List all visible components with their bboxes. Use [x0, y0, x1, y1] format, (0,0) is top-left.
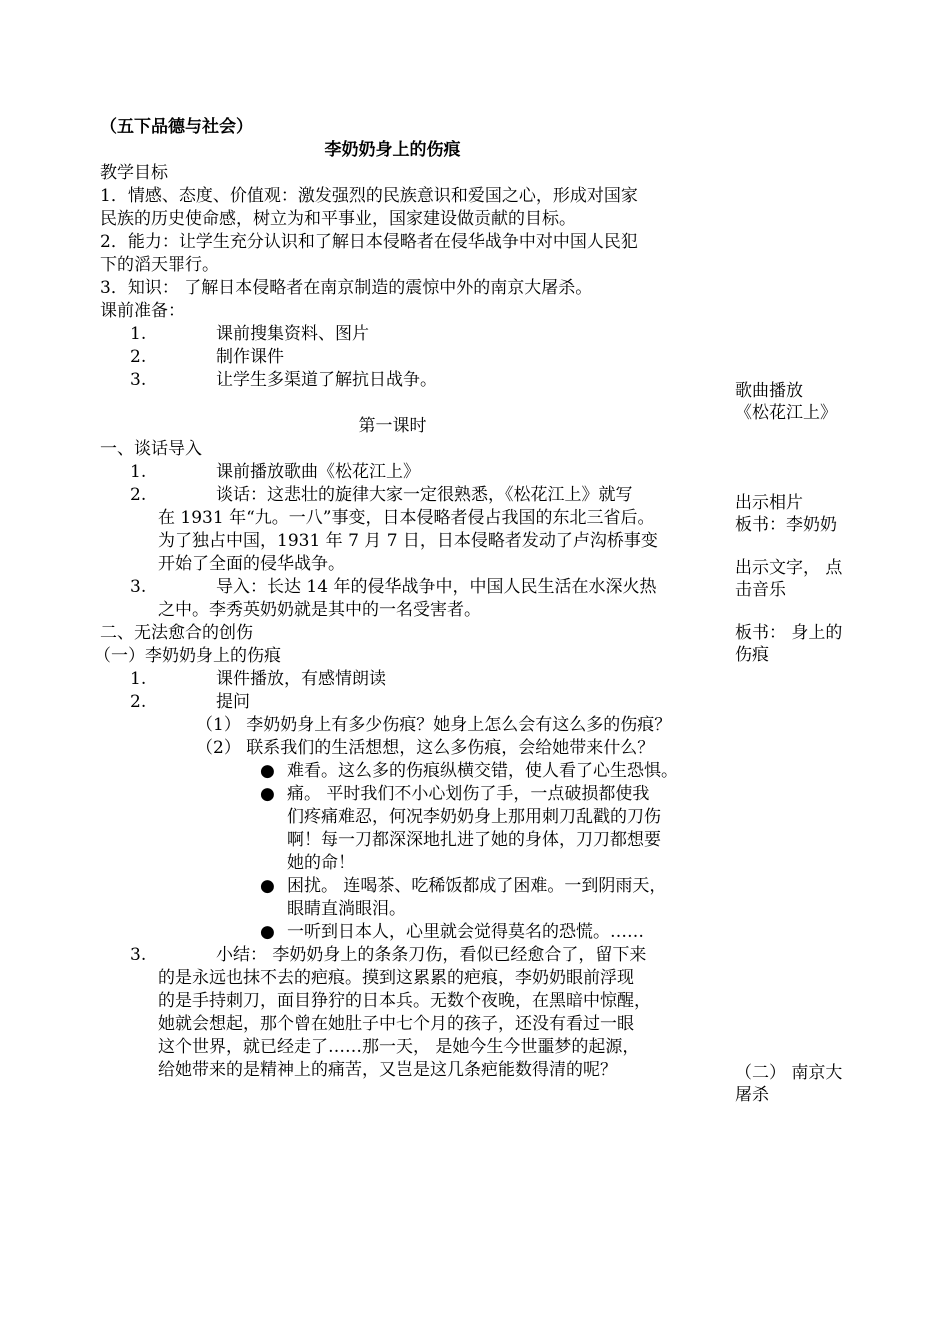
- part1-item: [100, 576, 725, 599]
- prep-item-number: 3.: [130, 370, 147, 390]
- item-text: 课前播放歌曲《松花江上》: [216, 462, 420, 482]
- part1-item: [100, 484, 725, 507]
- side-note-line: 歌曲播放: [735, 381, 803, 401]
- item-continuation: 在 1931 年“九。一八”事变，日本侵略者侵占我国的东北三省后。: [158, 508, 655, 528]
- bullet-icon: ●: [260, 784, 275, 804]
- part2-subheading: （一）李奶奶身上的伤痕: [94, 646, 281, 666]
- objective-line: 2．能力：让学生充分认识和了解日本侵略者在侵华战争中对中国人民犯: [100, 232, 638, 252]
- part2-item: [100, 691, 725, 714]
- item-continuation: 为了独占中国，1931 年 7 月 7 日，日本侵略者发动了卢沟桥事变: [158, 531, 658, 551]
- objective-line: 3．知识： 了解日本侵略者在南京制造的震惊中外的南京大屠杀。: [100, 278, 593, 298]
- bullet-continuation: 们疼痛难忍，何况李奶奶身上那用刺刀乱戳的刀伤: [287, 807, 661, 827]
- bullet-text: 一听到日本人，心里就会觉得莫名的恐慌。……: [287, 922, 644, 942]
- bullet-icon: ●: [260, 876, 275, 896]
- item-continuation: 给她带来的是精神上的痛苦，又岂是这几条疤能数得清的呢？: [158, 1060, 617, 1080]
- side-note-line: （二） 南京大: [735, 1063, 843, 1083]
- side-note: [735, 380, 865, 424]
- prep-item: [100, 323, 725, 346]
- side-note-line: 屠杀: [735, 1085, 769, 1105]
- bullet-text: 痛。 平时我们不小心划伤了手，一点破损都使我: [287, 784, 650, 804]
- side-note-line: 板书：李奶奶: [735, 515, 837, 535]
- bullet-icon: ●: [260, 922, 275, 942]
- bullet-item: [100, 875, 725, 898]
- item-text: 谈话：这悲壮的旋律大家一定很熟悉，《松花江上》就写: [216, 485, 633, 505]
- prep-heading: 课前准备：: [100, 301, 185, 321]
- side-note-line: 伤痕: [735, 645, 769, 665]
- prep-item-text: 制作课件: [216, 347, 284, 367]
- part2-item: [100, 668, 725, 691]
- bullet-continuation: 啊！每一刀都深深地扎进了她的身体，刀刀都想要: [287, 830, 661, 850]
- side-note: [735, 557, 865, 601]
- item-number: 2.: [130, 692, 147, 712]
- bullet-continuation: 她的命！: [287, 853, 355, 873]
- item-number: 2.: [130, 485, 147, 505]
- bullet-text: 难看。这么多的伤痕纵横交错，使人看了心生恐惧。: [287, 761, 678, 781]
- course-label: （五下品德与社会）: [100, 117, 253, 137]
- prep-item: [100, 346, 725, 369]
- item-continuation: 她就会想起，那个曾在她肚子中七个月的孩子，还没有看过一眼: [158, 1014, 634, 1034]
- side-note: [735, 622, 865, 666]
- item-number: 3.: [130, 945, 147, 965]
- question-2: （2） 联系我们的生活想想，这么多伤痕，会给她带来什么？: [196, 738, 655, 758]
- bullet-icon: ●: [260, 761, 275, 781]
- item-number: 1.: [130, 462, 147, 482]
- prep-item: [100, 369, 725, 392]
- bullet-text: 困扰。 连喝茶、吃稀饭都成了困难。一到阴雨天，: [287, 876, 667, 896]
- bullet-item: [100, 783, 725, 806]
- bullet-item: [100, 921, 725, 944]
- item-text: 导入：长达 14 年的侵华战争中，中国人民生活在水深火热: [216, 577, 657, 597]
- prep-item-number: 1.: [130, 324, 147, 344]
- part2-item: [100, 944, 725, 967]
- prep-item-text: 课前搜集资料、图片: [216, 324, 369, 344]
- item-continuation: 的是手持刺刀，面目狰狞的日本兵。无数个夜晚，在黑暗中惊醒，: [158, 991, 651, 1011]
- side-note-line: 《松花江上》: [735, 403, 837, 423]
- question-1: （1） 李奶奶身上有多少伤痕？她身上怎么会有这么多的伤痕？: [196, 715, 672, 735]
- item-text: 课件播放，有感情朗读: [216, 669, 386, 689]
- part1-heading: 一、谈话导入: [100, 439, 202, 459]
- side-note-line: 击音乐: [735, 580, 786, 600]
- objective-line: 1．情感、态度、价值观：激发强烈的民族意识和爱国之心，形成对国家: [100, 186, 638, 206]
- item-continuation: 的是永远也抹不去的疤痕。摸到这累累的疤痕，李奶奶眼前浮现: [158, 968, 634, 988]
- item-continuation: 这个世界，就已经走了……那一天， 是她今生今世噩梦的起源，: [158, 1037, 640, 1057]
- objectives-heading: 教学目标: [100, 163, 168, 183]
- item-text: 提问: [216, 692, 250, 712]
- lesson-plan-body: [94, 116, 725, 1082]
- part2-heading: 二、无法愈合的创伤: [100, 623, 253, 643]
- page-title: 李奶奶身上的伤痕: [324, 140, 461, 160]
- side-note: [735, 492, 865, 536]
- item-continuation: 之中。李秀英奶奶就是其中的一名受害者。: [158, 600, 481, 620]
- side-note-line: 板书： 身上的: [735, 623, 843, 643]
- item-continuation: 开始了全面的侵华战争。: [158, 554, 345, 574]
- side-note-line: 出示文字， 点: [735, 558, 843, 578]
- objective-line: 民族的历史使命感，树立为和平事业，国家建设做贡献的目标。: [100, 209, 576, 229]
- prep-item-text: 让学生多渠道了解抗日战争。: [216, 370, 437, 390]
- lesson-title: 第一课时: [358, 416, 427, 436]
- part1-item: [100, 461, 725, 484]
- item-text: 小结： 李奶奶身上的条条刀伤，看似已经愈合了，留下来: [216, 945, 647, 965]
- objective-line: 下的滔天罪行。: [100, 255, 219, 275]
- side-note: [735, 1062, 865, 1106]
- prep-item-number: 2.: [130, 347, 147, 367]
- item-number: 1.: [130, 669, 147, 689]
- item-number: 3.: [130, 577, 147, 597]
- bullet-item: [100, 760, 725, 783]
- side-note-line: 出示相片: [735, 493, 803, 513]
- bullet-continuation: 眼睛直淌眼泪。: [287, 899, 406, 919]
